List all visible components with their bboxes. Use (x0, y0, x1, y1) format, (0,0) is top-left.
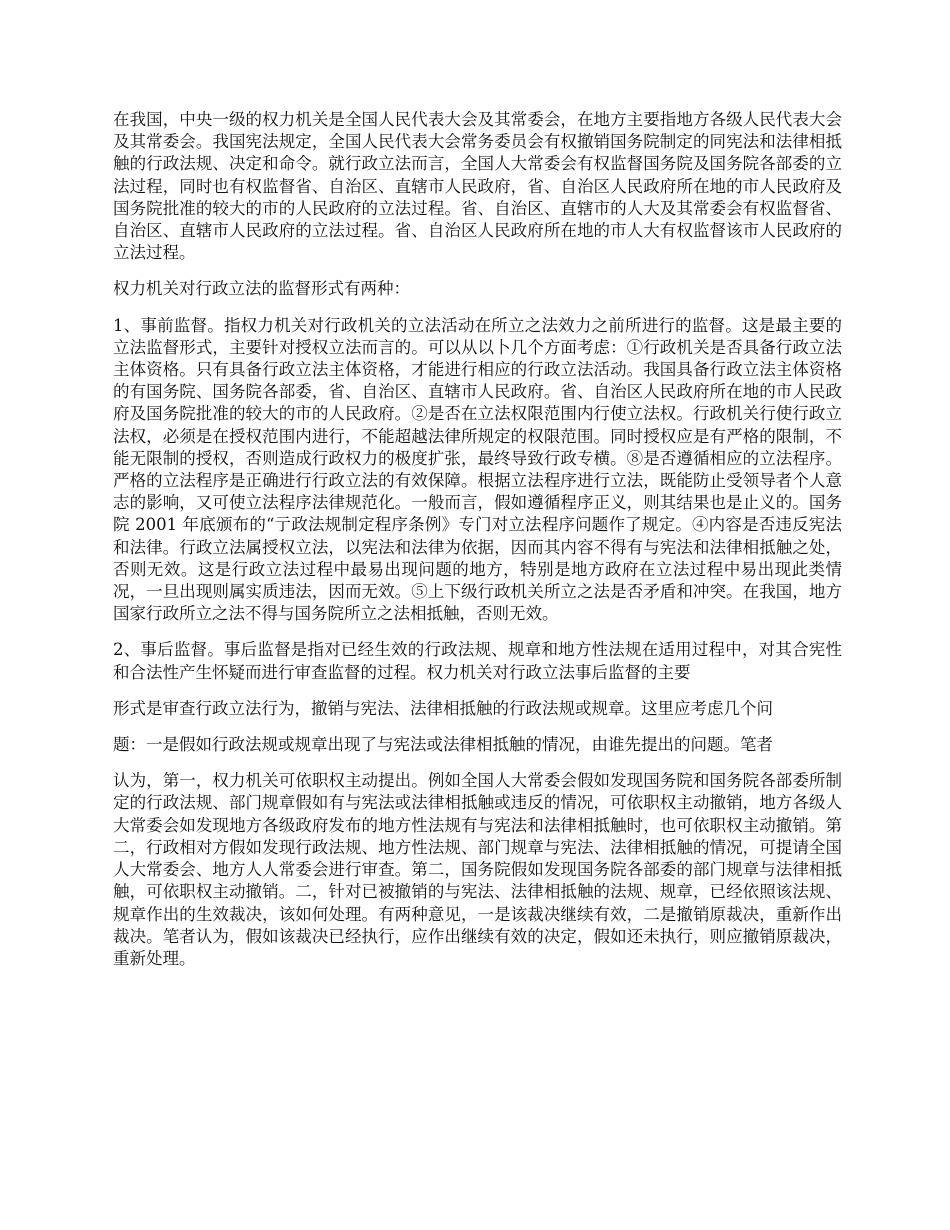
paragraph-prior-supervision: 1、事前监督。指权力机关对行政机关的立法活动在所立之法效力之前所进行的监督。这是最主要的立法监督形式，主要针对授权立法而言的。可以从以卜几个方面考虑：①行政机关是否具备行政立法主体资格。只有具备行政立法主体资格，才能进行相应的行政立法活动。我国具备行政立法主体资格的有国务院、国务院各部委，省、自治区、直辖市人民政府。省、自治区人民政府所在地的市人民政府及国务院批准的较大的市的人民政府。②是否在立法权限范围内行使立法权。行政机关行使行政立法权，必须是在授权范围内进行，不能超越法律所规定的权限范围。同时授权应是有严格的限制，不能无限制的授权，否则造成行政权力的极度扩张，最终导致行政专横。⑧是否遵循相应的立法程序。严格的立法程序是正确进行行政立法的有效保障。根据立法程序进行立法，既能防止受领导者个人意志的影响，又可使立法程序法律规范化。一般而言，假如遵循程序正义，则其结果也是止义的。国务院 2001 年底颁布的“亍政法规制定程序条例》专门对立法程序问题作了规定。④内容是否违反宪法和法律。行政立法属授权立法，以宪法和法律为依据，因而其内容不得有与宪法和法律相抵触之处，否则无效。这是行政立法过程中最易出现问题的地方，特别是地方政府在立法过程中易出现此类情况，一旦出现则属实质违法，因而无效。⑤上下级行政机关所立之法是否矛盾和冲突。在我国，地方国家行政所立之法不得与国务院所立之法相抵触，否则无效。 (113, 315, 842, 624)
paragraph-question-one: 题：一是假如行政法规或规章出现了与宪法或法律相抵触的情况，由谁先提出的问题。笔者 (113, 735, 773, 755)
document-body (113, 109, 842, 984)
paragraph-intro: 在我国，中央一级的权力机关是全国人民代表大会及其常委会，在地方主要指地方各级人民代表大会及其常委会。我国宪法规定，全国人民代表大会常务委员会有权撤销国务院制定的同宪法和法律相抵触的行政法规、决定和命令。就行政立法而言，全国人大常委会有权监督国务院及国务院各部委的立法过程，同时也有权监督省、自治区、直辖市人民政府，省、自治区人民政府所在地的市人民政府及国务院批准的较大的市的人民政府的立法过程。省、自治区、直辖市的人大及其常委会有权监督省、自治区、直辖市人民政府的立法过程。省、自治区人民政府所在地的市人大有权监督该市人民政府的立法过程。 (113, 110, 842, 263)
paragraph-author-view: 认为，第一，权力机关可依职权主动提出。例如全国人大常委会假如发现国务院和国务院各部委所制定的行政法规、部门规章假如有与宪法或法律相抵触或违反的情况，可依职权主动撤销，地方各级人大常委会如发现地方各级政府发布的地方性法规有与宪法和法律相抵触时，也可依职权主动撤销。第二，行政相对方假如发现行政法规、地方性法规、部门规章与宪法、法律相抵触的情况，可提请全国人大常委会、地方人人常委会进行审查。第二，国务院假如发现国务院各部委的部门规章与法律相抵触，可依职权主动撤销。二，针对已被撤销的与宪法、法律相抵触的法规、规章，已经依照该法规、规章作出的生效裁决，该如何处理。有两种意见，一是该裁决继续有效，二是撤销原裁决，重新作出裁决。笔者认为，假如该裁决已经执行，应作出继续有效的决定，假如还未执行，则应撤销原裁决，重新处理。 (113, 771, 842, 968)
paragraph-post-supervision: 2、事后监督。事后监督是指对已经生效的行政法规、规章和地方性法规在适用过程中，对其合宪性和合法性产生怀疑而进行审查监督的过程。权力机关对行政立法事后监督的主要 (113, 640, 842, 682)
paragraph-forms-heading: 权力机关对行政立法的监督形式有两种： (113, 279, 410, 299)
paragraph-review-form: 形式是审查行政立法行为，撤销与宪法、法律相抵触的行政法规或规章。这里应考虑几个问 (113, 698, 773, 718)
